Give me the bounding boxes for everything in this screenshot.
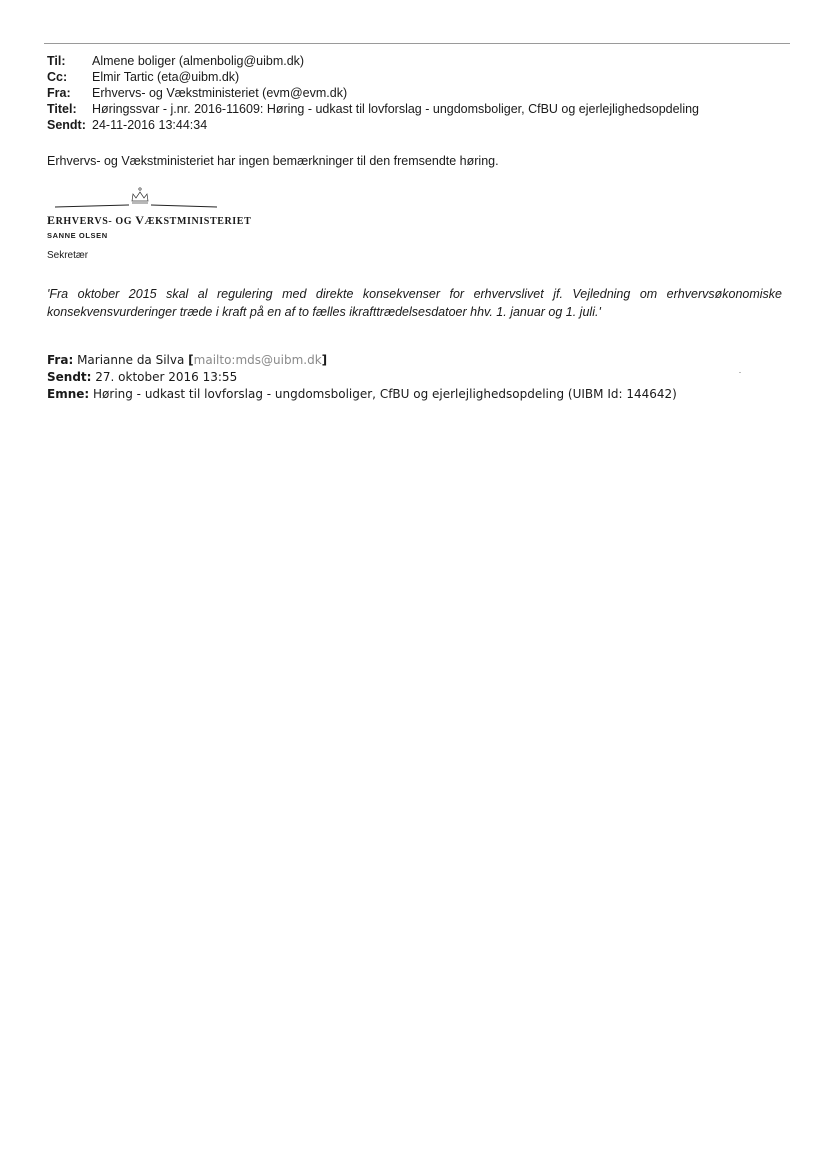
signer-role: Sekretær <box>47 250 89 261</box>
title-label: Titel: <box>47 102 77 116</box>
to-value: Almene boliger (almenbolig@uibm.dk) <box>92 54 305 68</box>
crown-icon <box>132 188 148 203</box>
to-label: Til: <box>47 54 66 68</box>
ministry-crown-logo <box>47 185 262 215</box>
from-row <box>47 85 699 101</box>
top-divider <box>44 43 790 44</box>
signer-name: SANNE OLSEN <box>47 231 108 240</box>
fwd-from-row: Fra: Marianne da Silva [mailto:mds@uibm.dk] <box>47 353 328 367</box>
organization-name: ERHVERVS- OG VÆKSTMINISTERIET <box>47 213 252 227</box>
fwd-sent-row <box>47 369 677 386</box>
cc-value: Elmir Tartic (eta@uibm.dk) <box>92 70 240 84</box>
sent-row <box>47 117 699 133</box>
sent-value: 24-11-2016 13:44:34 <box>92 118 208 132</box>
fwd-from-label: Fra: <box>47 353 74 367</box>
fwd-subject-value: Høring - udkast til lovforslag - ungdomsboliger, CfBU og ejerlejlighedsopdeling (UIBM Id: 144642) <box>93 387 677 401</box>
to-row <box>47 53 699 69</box>
title-value: Høringssvar - j.nr. 2016-11609: Høring - udkast til lovforslag - ungdomsboliger, CfBU og ejerlejlighedsopdeling <box>92 102 700 116</box>
fwd-subject-row <box>47 386 677 403</box>
cc-row <box>47 69 699 85</box>
fwd-sent-value: 27. oktober 2016 13:55 <box>95 370 238 384</box>
title-row <box>47 101 699 117</box>
fwd-sent-label: Sendt: <box>47 370 92 384</box>
sent-label: Sendt: <box>47 118 86 132</box>
regulation-quote: 'Fra oktober 2015 skal al regulering med direkte konsekvenser for erhvervslivet jf. Vejledning om erhvervsøkonomiske konsekvensvurderinger træde i kraft på en af to fælles ikrafttrædelsesdatoer hhv. 1. januar og 1. juli.' <box>47 287 782 319</box>
fwd-mailto-link[interactable]: mailto:mds@uibm.dk <box>193 353 322 367</box>
from-label: Fra: <box>47 86 71 100</box>
message-body: Erhvervs- og Vækstministeriet har ingen bemærkninger til den fremsendte høring. <box>47 154 499 168</box>
scan-speck <box>739 372 741 373</box>
fwd-from-name: Marianne da Silva <box>77 353 185 367</box>
fwd-subject-label: Emne: <box>47 387 90 401</box>
from-value: Erhvervs- og Vækstministeriet (evm@evm.dk) <box>92 86 348 100</box>
email-header <box>47 53 699 133</box>
cc-label: Cc: <box>47 70 68 84</box>
forwarded-header <box>47 352 677 403</box>
